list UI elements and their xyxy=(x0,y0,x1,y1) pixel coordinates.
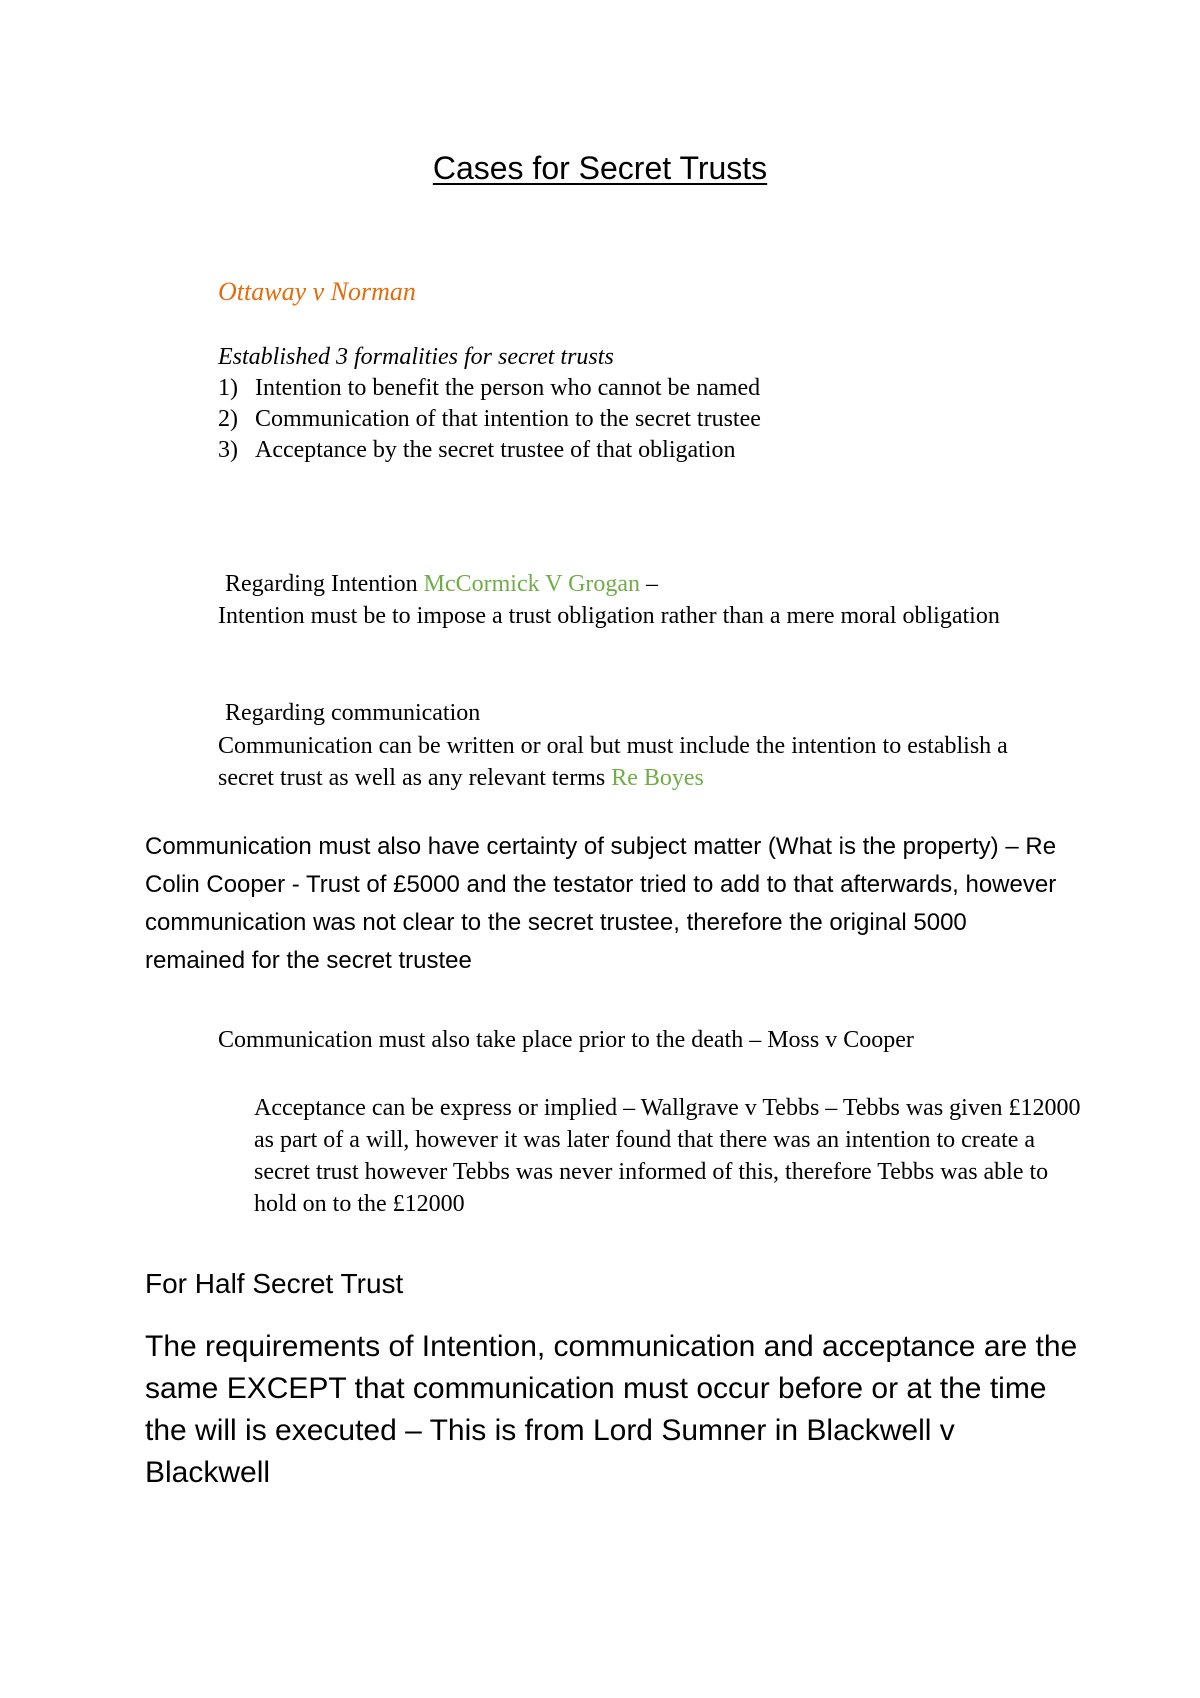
formality-list-item xyxy=(218,375,760,402)
communication-heading: Regarding communication xyxy=(225,700,481,726)
case-name-re-boyes: Re Boyes xyxy=(611,765,704,791)
case-name-ottaway-v-norman: Ottaway v Norman xyxy=(218,277,416,306)
formality-list-item xyxy=(218,406,761,433)
list-number: 2) xyxy=(218,406,238,432)
intention-body: Intention must be to impose a trust obligation rather than a mere moral obligation xyxy=(218,603,1000,629)
intention-heading-prefix: Regarding Intention xyxy=(225,571,424,597)
half-secret-trust-body: The requirements of Intention, communication and acceptance are the same EXCEPT that communication must occur before or at the time the will is executed – This is from Lord Sumner in Blackwell v Blackwell xyxy=(145,1330,1078,1489)
list-text: Intention to benefit the person who cannot be named xyxy=(255,375,761,401)
document-title: Cases for Secret Trusts xyxy=(432,150,768,186)
intention-heading xyxy=(225,568,658,600)
list-text: Acceptance by the secret trustee of that obligation xyxy=(255,437,736,463)
intention-heading-suffix: – xyxy=(640,571,659,597)
death-paragraph: Communication must also take place prior to the death – Moss v Cooper xyxy=(218,1027,914,1053)
half-secret-trust-heading: For Half Secret Trust xyxy=(145,1268,404,1299)
list-number: 1) xyxy=(218,375,238,401)
communication-body-text: Communication can be written or oral but must include the intention to establish a secret trust as well as any relevant terms xyxy=(218,733,1008,791)
list-text: Communication of that intention to the secret trustee xyxy=(255,406,761,432)
acceptance-paragraph: Acceptance can be express or implied – Wallgrave v Tebbs – Tebbs was given £12000 as part of a will, however it was later found that there was an intention to create a secret trust however Tebbs was never informed of this, therefore Tebbs was able to hold on to the £12000 xyxy=(254,1095,1081,1217)
list-number: 3) xyxy=(218,437,238,463)
communication-body xyxy=(218,730,1038,794)
case-name-mccormick-v-grogan: McCormick V Grogan xyxy=(423,571,641,597)
formality-list-item xyxy=(218,437,735,464)
certainty-paragraph: Communication must also have certainty of subject matter (What is the property) – Re Colin Cooper - Trust of £5000 and the testator tried to add to that afterwards, however communication was not clear to the secret trustee, therefore the original 5000 remained for the secret trustee xyxy=(145,833,1057,974)
formalities-intro: Established 3 formalities for secret trusts xyxy=(218,344,614,370)
